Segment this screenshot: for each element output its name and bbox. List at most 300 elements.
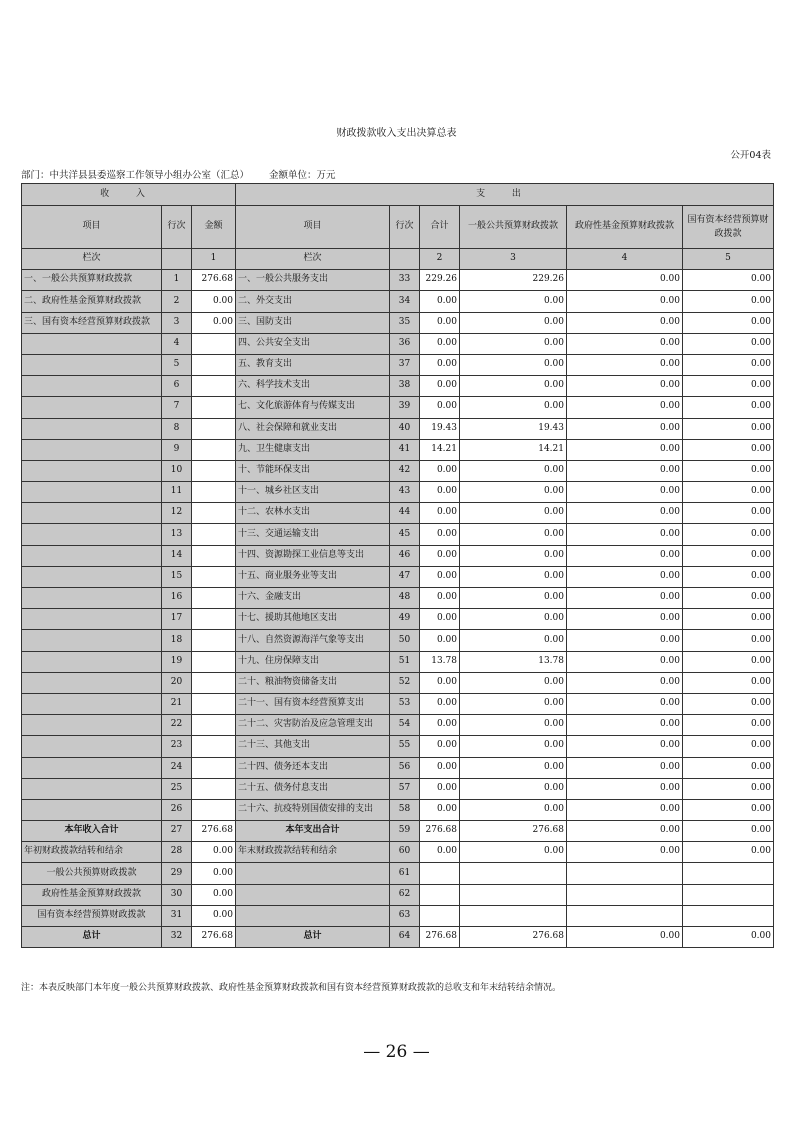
expense-item-header: 项目 xyxy=(236,206,390,249)
table-row xyxy=(22,693,774,714)
expense-item-cell: 二十三、其他支出 xyxy=(236,736,390,757)
general-budget-cell xyxy=(460,905,567,926)
header-row-sections xyxy=(22,184,774,206)
income-amount-cell xyxy=(192,566,236,587)
income-col-label: 栏次 xyxy=(22,249,162,270)
gov-fund-cell: 0.00 xyxy=(567,524,683,545)
income-amount-cell xyxy=(192,418,236,439)
table-row xyxy=(22,439,774,460)
table-row xyxy=(22,376,774,397)
income-amount-cell xyxy=(192,524,236,545)
gov-fund-cell: 0.00 xyxy=(567,566,683,587)
general-budget-cell: 0.00 xyxy=(460,566,567,587)
total-cell: 0.00 xyxy=(420,693,460,714)
gov-fund-cell xyxy=(567,863,683,884)
gov-fund-cell: 0.00 xyxy=(567,333,683,354)
state-capital-cell: 0.00 xyxy=(683,757,774,778)
income-amount-cell xyxy=(192,736,236,757)
gov-fund-cell xyxy=(567,884,683,905)
income-item-cell xyxy=(22,354,162,375)
income-amount-cell: 0.00 xyxy=(192,905,236,926)
expense-line-cell: 39 xyxy=(390,397,420,418)
table-row xyxy=(22,651,774,672)
general-budget-cell: 0.00 xyxy=(460,672,567,693)
general-budget-cell: 0.00 xyxy=(460,630,567,651)
income-amount-cell: 0.00 xyxy=(192,312,236,333)
income-line-cell: 23 xyxy=(162,736,192,757)
gov-fund-cell: 0.00 xyxy=(567,397,683,418)
state-capital-cell: 0.00 xyxy=(683,545,774,566)
table-row xyxy=(22,566,774,587)
general-budget-cell: 0.00 xyxy=(460,482,567,503)
general-budget-cell: 0.00 xyxy=(460,609,567,630)
income-line-cell: 8 xyxy=(162,418,192,439)
expense-item-cell: 六、科学技术支出 xyxy=(236,376,390,397)
total-cell: 0.00 xyxy=(420,778,460,799)
income-section-header: 收 入 xyxy=(22,184,236,206)
state-capital-cell: 0.00 xyxy=(683,418,774,439)
total-cell: 0.00 xyxy=(420,672,460,693)
expense-item-cell: 二十五、债务付息支出 xyxy=(236,778,390,799)
income-item-cell: 总计 xyxy=(22,927,162,948)
expense-item-cell: 九、卫生健康支出 xyxy=(236,439,390,460)
gov-fund-cell: 0.00 xyxy=(567,799,683,820)
state-capital-cell: 0.00 xyxy=(683,333,774,354)
gov-fund-cell: 0.00 xyxy=(567,693,683,714)
gov-fund-cell: 0.00 xyxy=(567,842,683,863)
total-cell: 276.68 xyxy=(420,821,460,842)
table-row xyxy=(22,736,774,757)
total-cell: 0.00 xyxy=(420,588,460,609)
income-line-cell: 12 xyxy=(162,503,192,524)
income-item-cell xyxy=(22,588,162,609)
income-item-cell: 二、政府性基金预算财政拨款 xyxy=(22,291,162,312)
col-number-5: 5 xyxy=(683,249,774,270)
income-line-cell: 29 xyxy=(162,863,192,884)
gov-fund-cell: 0.00 xyxy=(567,376,683,397)
gov-fund-cell: 0.00 xyxy=(567,588,683,609)
expense-line-cell: 43 xyxy=(390,482,420,503)
income-amount-cell: 0.00 xyxy=(192,842,236,863)
gov-fund-cell: 0.00 xyxy=(567,736,683,757)
income-line-cell: 6 xyxy=(162,376,192,397)
col-number-2: 2 xyxy=(420,249,460,270)
expense-item-cell: 十、节能环保支出 xyxy=(236,460,390,481)
gov-fund-cell: 0.00 xyxy=(567,460,683,481)
table-row xyxy=(22,270,774,291)
total-cell: 0.00 xyxy=(420,503,460,524)
table-row xyxy=(22,905,774,926)
expense-line-cell: 49 xyxy=(390,609,420,630)
expense-line-header: 行次 xyxy=(390,206,420,249)
expense-line-cell: 56 xyxy=(390,757,420,778)
income-line-cell: 19 xyxy=(162,651,192,672)
state-capital-cell: 0.00 xyxy=(683,630,774,651)
expense-line-cell: 57 xyxy=(390,778,420,799)
total-cell: 0.00 xyxy=(420,333,460,354)
table-row xyxy=(22,291,774,312)
income-amount-cell xyxy=(192,397,236,418)
table-row xyxy=(22,821,774,842)
expense-item-cell: 本年支出合计 xyxy=(236,821,390,842)
expense-line-cell: 61 xyxy=(390,863,420,884)
income-amount-cell: 0.00 xyxy=(192,291,236,312)
gov-fund-cell: 0.00 xyxy=(567,672,683,693)
state-capital-cell xyxy=(683,863,774,884)
expense-item-cell: 二、外交支出 xyxy=(236,291,390,312)
income-line-cell: 27 xyxy=(162,821,192,842)
expense-line-cell: 34 xyxy=(390,291,420,312)
total-cell: 0.00 xyxy=(420,524,460,545)
income-amount-cell xyxy=(192,503,236,524)
expense-line-cell: 50 xyxy=(390,630,420,651)
expense-item-cell: 十五、商业服务业等支出 xyxy=(236,566,390,587)
page-number: — 26 — xyxy=(363,1042,430,1062)
income-line-cell: 13 xyxy=(162,524,192,545)
total-cell: 0.00 xyxy=(420,291,460,312)
expense-line-cell: 36 xyxy=(390,333,420,354)
income-item-cell xyxy=(22,651,162,672)
total-cell: 0.00 xyxy=(420,460,460,481)
income-item-cell xyxy=(22,757,162,778)
income-item-cell xyxy=(22,439,162,460)
income-item-cell xyxy=(22,503,162,524)
expense-item-cell: 二十二、灾害防治及应急管理支出 xyxy=(236,715,390,736)
state-capital-cell: 0.00 xyxy=(683,503,774,524)
income-line-cell: 10 xyxy=(162,460,192,481)
table-row xyxy=(22,524,774,545)
expense-item-cell: 五、教育支出 xyxy=(236,354,390,375)
gov-fund-cell: 0.00 xyxy=(567,545,683,566)
total-cell: 14.21 xyxy=(420,439,460,460)
income-amount-cell: 276.68 xyxy=(192,927,236,948)
expense-line-cell: 62 xyxy=(390,884,420,905)
income-amount-cell xyxy=(192,545,236,566)
income-amount-cell xyxy=(192,715,236,736)
total-cell: 0.00 xyxy=(420,630,460,651)
state-capital-cell: 0.00 xyxy=(683,821,774,842)
expense-line-cell: 37 xyxy=(390,354,420,375)
income-item-header: 项目 xyxy=(22,206,162,249)
income-item-cell xyxy=(22,418,162,439)
gov-fund-cell: 0.00 xyxy=(567,778,683,799)
table-row xyxy=(22,630,774,651)
gov-fund-cell: 0.00 xyxy=(567,651,683,672)
state-capital-cell: 0.00 xyxy=(683,651,774,672)
income-item-cell: 一、一般公共预算财政拨款 xyxy=(22,270,162,291)
expense-line-cell: 41 xyxy=(390,439,420,460)
expense-item-cell: 十六、金融支出 xyxy=(236,588,390,609)
total-cell: 0.00 xyxy=(420,482,460,503)
expense-line-cell: 54 xyxy=(390,715,420,736)
income-line-cell: 11 xyxy=(162,482,192,503)
gov-fund-cell: 0.00 xyxy=(567,503,683,524)
expense-item-cell: 二十六、抗疫特别国债安排的支出 xyxy=(236,799,390,820)
expense-item-cell: 二十四、债务还本支出 xyxy=(236,757,390,778)
expense-item-cell: 十三、交通运输支出 xyxy=(236,524,390,545)
page-title: 财政拨款收入支出决算总表 xyxy=(336,128,457,139)
general-budget-cell: 0.00 xyxy=(460,354,567,375)
col-number-1: 1 xyxy=(192,249,236,270)
state-capital-header: 国有资本经营预算财政拨款 xyxy=(683,206,774,249)
table-row xyxy=(22,778,774,799)
expense-line-cell: 42 xyxy=(390,460,420,481)
expense-line-cell: 52 xyxy=(390,672,420,693)
form-number: 公开04表 xyxy=(730,150,771,161)
expense-item-cell: 二十、粮油物资储备支出 xyxy=(236,672,390,693)
income-line-header: 行次 xyxy=(162,206,192,249)
state-capital-cell: 0.00 xyxy=(683,566,774,587)
gov-fund-cell: 0.00 xyxy=(567,354,683,375)
total-cell xyxy=(420,863,460,884)
income-item-cell xyxy=(22,397,162,418)
general-budget-cell: 0.00 xyxy=(460,503,567,524)
general-budget-cell: 0.00 xyxy=(460,545,567,566)
income-item-cell xyxy=(22,482,162,503)
total-cell: 229.26 xyxy=(420,270,460,291)
expense-item-cell: 十八、自然资源海洋气象等支出 xyxy=(236,630,390,651)
income-amount-cell xyxy=(192,354,236,375)
expense-line-cell: 60 xyxy=(390,842,420,863)
general-budget-cell: 229.26 xyxy=(460,270,567,291)
income-item-cell: 本年收入合计 xyxy=(22,821,162,842)
state-capital-cell: 0.00 xyxy=(683,672,774,693)
income-item-cell xyxy=(22,376,162,397)
income-line-cell: 15 xyxy=(162,566,192,587)
total-cell: 0.00 xyxy=(420,715,460,736)
state-capital-cell: 0.00 xyxy=(683,291,774,312)
table-row xyxy=(22,312,774,333)
state-capital-cell xyxy=(683,905,774,926)
general-budget-cell: 0.00 xyxy=(460,757,567,778)
expense-line-cell: 33 xyxy=(390,270,420,291)
table-row xyxy=(22,333,774,354)
income-item-cell: 一般公共预算财政拨款 xyxy=(22,863,162,884)
general-budget-cell: 0.00 xyxy=(460,524,567,545)
expense-item-cell: 年末财政拨款结转和结余 xyxy=(236,842,390,863)
table-row xyxy=(22,460,774,481)
income-line-cell: 18 xyxy=(162,630,192,651)
expense-item-cell xyxy=(236,905,390,926)
gov-fund-cell: 0.00 xyxy=(567,630,683,651)
state-capital-cell: 0.00 xyxy=(683,715,774,736)
expense-section-header: 支 出 xyxy=(236,184,774,206)
income-line-cell: 28 xyxy=(162,842,192,863)
table-row xyxy=(22,884,774,905)
general-budget-cell: 0.00 xyxy=(460,778,567,799)
income-amount-cell xyxy=(192,757,236,778)
expense-line-cell: 35 xyxy=(390,312,420,333)
expense-item-cell: 十九、住房保障支出 xyxy=(236,651,390,672)
income-item-cell xyxy=(22,460,162,481)
state-capital-cell: 0.00 xyxy=(683,927,774,948)
table-row xyxy=(22,482,774,503)
state-capital-cell: 0.00 xyxy=(683,376,774,397)
expense-line-cell: 58 xyxy=(390,799,420,820)
income-line-cell: 24 xyxy=(162,757,192,778)
table-row xyxy=(22,397,774,418)
gov-fund-cell: 0.00 xyxy=(567,418,683,439)
expense-line-cell: 45 xyxy=(390,524,420,545)
total-cell: 0.00 xyxy=(420,397,460,418)
general-budget-cell: 13.78 xyxy=(460,651,567,672)
expense-item-cell: 一、一般公共服务支出 xyxy=(236,270,390,291)
expense-line-cell: 40 xyxy=(390,418,420,439)
gov-fund-cell: 0.00 xyxy=(567,270,683,291)
income-amount-cell: 276.68 xyxy=(192,821,236,842)
income-line-cell: 5 xyxy=(162,354,192,375)
table-row xyxy=(22,588,774,609)
state-capital-cell: 0.00 xyxy=(683,609,774,630)
gov-fund-cell: 0.00 xyxy=(567,291,683,312)
general-budget-cell: 14.21 xyxy=(460,439,567,460)
income-amount-cell xyxy=(192,376,236,397)
expense-item-cell xyxy=(236,863,390,884)
gov-fund-cell: 0.00 xyxy=(567,927,683,948)
table-row xyxy=(22,927,774,948)
total-cell: 0.00 xyxy=(420,354,460,375)
general-budget-cell: 0.00 xyxy=(460,736,567,757)
income-line-cell: 25 xyxy=(162,778,192,799)
income-line-cell: 17 xyxy=(162,609,192,630)
general-budget-cell xyxy=(460,863,567,884)
expense-item-cell: 八、社会保障和就业支出 xyxy=(236,418,390,439)
state-capital-cell: 0.00 xyxy=(683,354,774,375)
income-line-cell: 22 xyxy=(162,715,192,736)
header-row-columns xyxy=(22,206,774,249)
state-capital-cell xyxy=(683,884,774,905)
income-line-cell: 16 xyxy=(162,588,192,609)
income-amount-cell xyxy=(192,778,236,799)
department-line xyxy=(21,167,336,181)
expense-line-cell: 47 xyxy=(390,566,420,587)
income-amount-cell xyxy=(192,460,236,481)
income-line-cell: 7 xyxy=(162,397,192,418)
gov-fund-cell: 0.00 xyxy=(567,757,683,778)
total-cell: 0.00 xyxy=(420,566,460,587)
income-amount-cell xyxy=(192,630,236,651)
income-item-cell xyxy=(22,609,162,630)
gov-fund-cell xyxy=(567,905,683,926)
table-row xyxy=(22,503,774,524)
expense-line-cell: 63 xyxy=(390,905,420,926)
col-number-4: 4 xyxy=(567,249,683,270)
income-line-cell: 26 xyxy=(162,799,192,820)
expense-line-cell: 53 xyxy=(390,693,420,714)
income-item-cell xyxy=(22,333,162,354)
expense-line-cell: 44 xyxy=(390,503,420,524)
general-budget-header: 一般公共预算财政拨款 xyxy=(460,206,567,249)
income-amount-cell xyxy=(192,672,236,693)
blank-cell xyxy=(390,249,420,270)
general-budget-cell: 0.00 xyxy=(460,460,567,481)
state-capital-cell: 0.00 xyxy=(683,693,774,714)
table-row xyxy=(22,609,774,630)
income-item-cell xyxy=(22,524,162,545)
total-cell xyxy=(420,884,460,905)
income-line-cell: 30 xyxy=(162,884,192,905)
income-amount-cell xyxy=(192,333,236,354)
expense-line-cell: 59 xyxy=(390,821,420,842)
general-budget-cell: 276.68 xyxy=(460,821,567,842)
table-row xyxy=(22,418,774,439)
state-capital-cell: 0.00 xyxy=(683,270,774,291)
income-item-cell: 年初财政拨款结转和结余 xyxy=(22,842,162,863)
income-line-cell: 4 xyxy=(162,333,192,354)
income-item-cell xyxy=(22,630,162,651)
state-capital-cell: 0.00 xyxy=(683,736,774,757)
state-capital-cell: 0.00 xyxy=(683,778,774,799)
income-line-cell: 31 xyxy=(162,905,192,926)
income-item-cell xyxy=(22,799,162,820)
gov-fund-cell: 0.00 xyxy=(567,312,683,333)
total-cell: 0.00 xyxy=(420,376,460,397)
total-cell: 19.43 xyxy=(420,418,460,439)
total-header: 合计 xyxy=(420,206,460,249)
income-item-cell xyxy=(22,693,162,714)
state-capital-cell: 0.00 xyxy=(683,524,774,545)
general-budget-cell: 0.00 xyxy=(460,312,567,333)
expense-line-cell: 64 xyxy=(390,927,420,948)
expense-item-cell: 四、公共安全支出 xyxy=(236,333,390,354)
expense-line-cell: 46 xyxy=(390,545,420,566)
expense-line-cell: 55 xyxy=(390,736,420,757)
total-cell: 0.00 xyxy=(420,799,460,820)
income-amount-cell: 0.00 xyxy=(192,863,236,884)
total-cell: 0.00 xyxy=(420,609,460,630)
total-cell: 0.00 xyxy=(420,736,460,757)
income-item-cell xyxy=(22,778,162,799)
total-cell xyxy=(420,905,460,926)
expense-line-cell: 38 xyxy=(390,376,420,397)
total-cell: 0.00 xyxy=(420,545,460,566)
income-line-cell: 3 xyxy=(162,312,192,333)
general-budget-cell: 0.00 xyxy=(460,842,567,863)
gov-fund-header: 政府性基金预算财政拨款 xyxy=(567,206,683,249)
amount-unit: 金额单位：万元 xyxy=(269,170,336,181)
table-row xyxy=(22,799,774,820)
income-item-cell xyxy=(22,672,162,693)
general-budget-cell: 0.00 xyxy=(460,693,567,714)
state-capital-cell: 0.00 xyxy=(683,482,774,503)
income-line-cell: 1 xyxy=(162,270,192,291)
general-budget-cell: 0.00 xyxy=(460,397,567,418)
total-cell: 0.00 xyxy=(420,312,460,333)
total-cell: 13.78 xyxy=(420,651,460,672)
state-capital-cell: 0.00 xyxy=(683,397,774,418)
income-item-cell: 政府性基金预算财政拨款 xyxy=(22,884,162,905)
gov-fund-cell: 0.00 xyxy=(567,609,683,630)
income-line-cell: 32 xyxy=(162,927,192,948)
income-amount-cell xyxy=(192,588,236,609)
state-capital-cell: 0.00 xyxy=(683,588,774,609)
total-cell: 276.68 xyxy=(420,927,460,948)
blank-cell xyxy=(162,249,192,270)
income-amount-header: 金额 xyxy=(192,206,236,249)
income-item-cell xyxy=(22,545,162,566)
general-budget-cell xyxy=(460,884,567,905)
general-budget-cell: 276.68 xyxy=(460,927,567,948)
expense-col-label: 栏次 xyxy=(236,249,390,270)
total-cell: 0.00 xyxy=(420,757,460,778)
income-line-cell: 9 xyxy=(162,439,192,460)
general-budget-cell: 0.00 xyxy=(460,715,567,736)
expense-item-cell: 十一、城乡社区支出 xyxy=(236,482,390,503)
income-amount-cell xyxy=(192,651,236,672)
gov-fund-cell: 0.00 xyxy=(567,439,683,460)
state-capital-cell: 0.00 xyxy=(683,842,774,863)
income-line-cell: 21 xyxy=(162,693,192,714)
